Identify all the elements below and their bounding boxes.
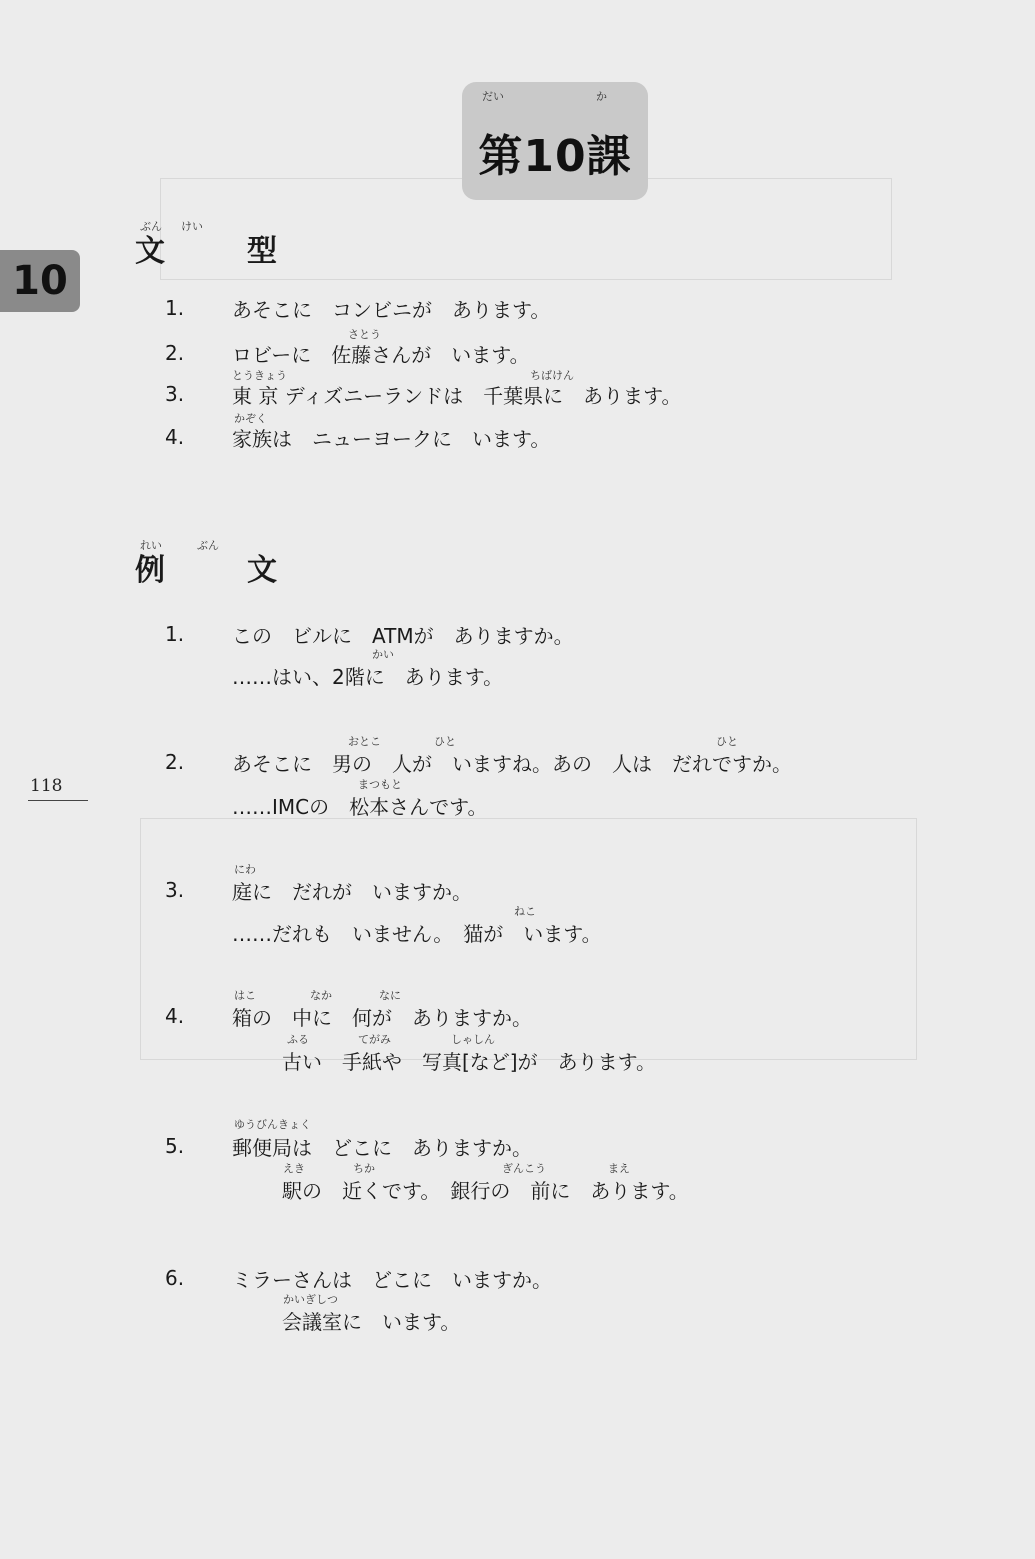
furigana: おとこ bbox=[348, 735, 381, 748]
furigana: ねこ bbox=[514, 905, 536, 918]
example-number: 3. bbox=[165, 878, 185, 902]
sentence-pattern: ロビーに 佐藤さんが います。 bbox=[232, 343, 530, 367]
lesson-title: 第10課 bbox=[478, 131, 632, 182]
example-answer: ……はい、2階に あります。 bbox=[232, 665, 504, 689]
title-furigana: か bbox=[596, 90, 607, 103]
furigana: とうきょう bbox=[232, 369, 287, 382]
example-number: 1. bbox=[165, 622, 185, 646]
furigana: ふる bbox=[287, 1033, 309, 1046]
furigana: なに bbox=[379, 989, 401, 1002]
furigana: ひと bbox=[434, 735, 456, 748]
example-number: 6. bbox=[165, 1266, 185, 1290]
section-heading-bunkei: 文 型 bbox=[135, 234, 303, 269]
furigana: ひと bbox=[716, 735, 738, 748]
example-number: 4. bbox=[165, 1004, 185, 1028]
furigana: えき bbox=[283, 1162, 305, 1175]
example-answer: ……IMCの 松本さんです。 bbox=[232, 795, 488, 819]
furigana: ちばけん bbox=[530, 369, 574, 382]
furigana: しゃしん bbox=[451, 1033, 495, 1046]
heading-furigana: ぶん bbox=[197, 539, 219, 552]
sentence-number: 1. bbox=[165, 296, 185, 320]
title-furigana: だい bbox=[482, 90, 504, 103]
example-answer: ……だれも いません。 猫が います。 bbox=[232, 922, 602, 946]
furigana: にわ bbox=[234, 863, 256, 876]
page-number-rule bbox=[28, 800, 88, 801]
furigana: かい bbox=[372, 648, 394, 661]
furigana: かぞく bbox=[234, 412, 267, 425]
section-heading-reibun: 例 文 bbox=[135, 553, 303, 588]
sentence-number: 2. bbox=[165, 341, 185, 365]
example-question: 庭に だれが いますか。 bbox=[232, 880, 472, 904]
sentence-pattern: 家族は ニューヨークに います。 bbox=[232, 427, 551, 451]
sentence-number: 3. bbox=[165, 382, 185, 406]
example-question: あそこに 男の 人が いますね。あの 人は だれですか。 bbox=[232, 752, 792, 776]
example-question: ミラーさんは どこに いますか。 bbox=[232, 1268, 552, 1292]
example-answer: 古い 手紙や 写真[など]が あります。 bbox=[282, 1050, 657, 1074]
furigana: まつもと bbox=[358, 778, 402, 791]
example-answer: 駅の 近くです。 銀行の 前に あります。 bbox=[282, 1179, 689, 1203]
furigana: まえ bbox=[608, 1162, 630, 1175]
furigana: はこ bbox=[234, 989, 256, 1002]
chapter-tab: 10 bbox=[0, 250, 80, 312]
furigana: ぎんこう bbox=[502, 1162, 546, 1175]
example-answer: 会議室に います。 bbox=[282, 1310, 461, 1334]
heading-furigana: れい bbox=[140, 539, 162, 552]
furigana: なか bbox=[310, 989, 332, 1002]
sentence-pattern: あそこに コンビニが あります。 bbox=[232, 298, 551, 322]
example-question: この ビルに ATMが ありますか。 bbox=[232, 624, 574, 648]
heading-furigana: ぶん bbox=[140, 220, 162, 233]
example-number: 2. bbox=[165, 750, 185, 774]
example-question: 郵便局は どこに ありますか。 bbox=[232, 1136, 532, 1160]
example-question: 箱の 中に 何が ありますか。 bbox=[232, 1006, 532, 1030]
furigana: ちか bbox=[353, 1162, 375, 1175]
furigana: さとう bbox=[348, 328, 381, 341]
page-number: 118 bbox=[30, 776, 63, 796]
furigana: てがみ bbox=[358, 1033, 391, 1046]
example-number: 5. bbox=[165, 1134, 185, 1158]
lesson-title-badge bbox=[462, 82, 648, 200]
sentence-pattern: 東 京 ディズニーランドは 千葉県に あります。 bbox=[232, 384, 682, 408]
sentence-number: 4. bbox=[165, 425, 185, 449]
furigana: かいぎしつ bbox=[283, 1293, 338, 1306]
heading-furigana: けい bbox=[181, 220, 203, 233]
furigana: ゆうびんきょく bbox=[234, 1118, 311, 1131]
